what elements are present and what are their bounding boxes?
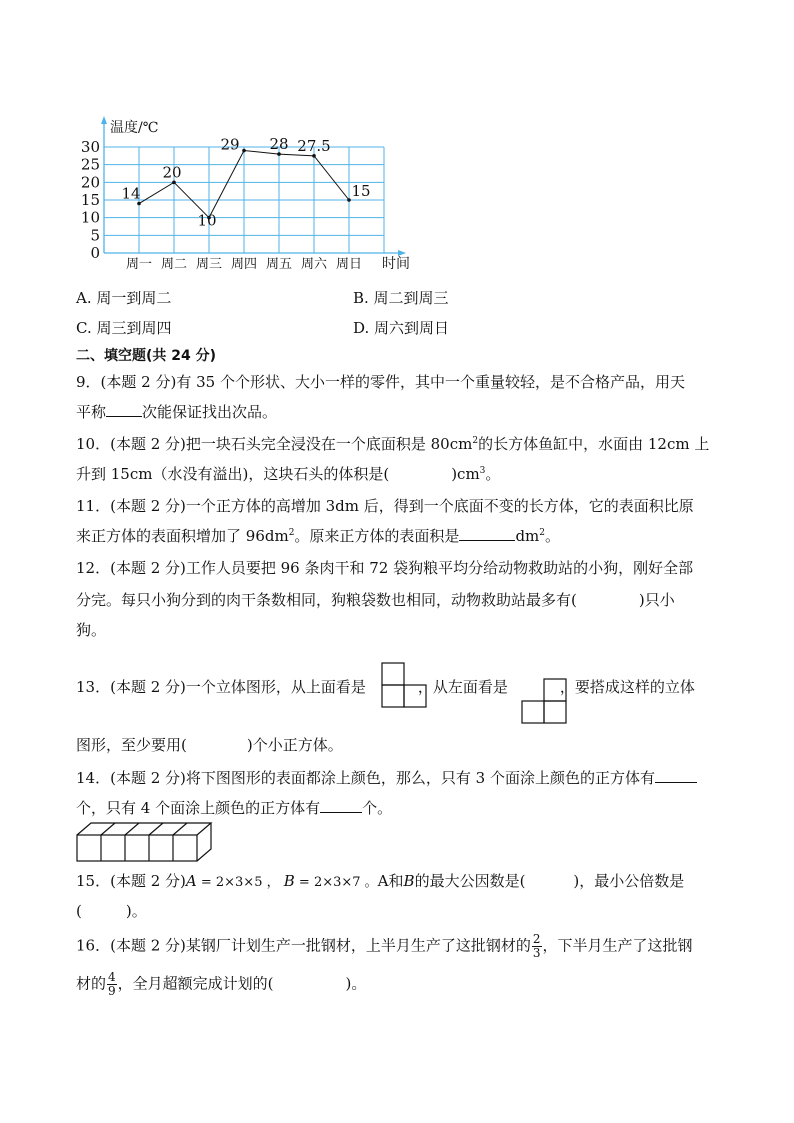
x-tick-label: 周一 <box>125 257 153 272</box>
q9-line1: 9．(本题 2 分)有 35 个个形状、大小一样的零件，其中一个重量较轻，是不合格产品，用天 <box>76 373 685 391</box>
q13-line2 <box>76 734 343 755</box>
q8-option-c[interactable]: C. 周三到周四 <box>76 319 172 337</box>
q15-and: 和 <box>388 872 404 890</box>
section-title: 二、填空题(共 24 分) <box>76 348 217 364</box>
q10-text2: 的长方体鱼缸中，水面由 12cm 上 <box>478 435 710 453</box>
fraction-denominator: 3 <box>532 946 541 960</box>
q13-text2: ，从左面看是 <box>417 678 508 696</box>
q13-text5: )个小正方体。 <box>246 736 343 754</box>
x-tick-label: 周五 <box>265 257 293 272</box>
x-tick-label: 周二 <box>160 257 188 272</box>
q12-text: 分完。每只小狗分到的肉干条数相同，狗粮袋数也相同，动物救助站最多有( <box>76 591 577 609</box>
y-tick-label: 0 <box>90 244 100 262</box>
q16-text2: ，下半月生产了这批钢 <box>542 936 693 955</box>
data-label: 15 <box>351 182 371 200</box>
q12-text2: )只小 <box>638 591 675 609</box>
q13-text3: ，要搭成这样的立体 <box>559 678 695 696</box>
data-point <box>242 149 246 153</box>
y-axis-arrow <box>101 116 107 124</box>
q14-line1 <box>76 767 697 788</box>
q16-line2 <box>76 971 366 998</box>
x-tick-label: 周四 <box>230 257 258 272</box>
data-label: 14 <box>121 184 141 203</box>
q8-option-a[interactable]: A. 周一到周二 <box>76 289 172 307</box>
fraction-numerator: 4 <box>108 970 116 984</box>
fraction-denominator: 9 <box>108 984 116 998</box>
data-label: 29 <box>220 135 240 154</box>
q10-text3: 升到 15cm（水没有溢出)，这块石头的体积是( <box>76 465 390 483</box>
data-label: 20 <box>162 163 182 182</box>
q8-option-b[interactable]: B. 周二到周三 <box>353 289 449 307</box>
q15-eq-a: = 2×3×5 ， <box>196 875 284 890</box>
q16-text: 16．(本题 2 分)某钢厂计划生产一批钢材，上半月生产了这批钢材的 <box>76 936 531 955</box>
x-tick-label: 周六 <box>300 257 328 272</box>
q11-line2 <box>76 525 560 546</box>
q15-var-b: B <box>283 872 295 890</box>
q15-text5: )。 <box>125 902 147 920</box>
q9-answer-blank[interactable] <box>106 402 142 417</box>
q11-text2: 。原来正方体的表面积是 <box>294 527 460 545</box>
x-axis-label: 时间 <box>382 256 410 272</box>
q13-text: 13．(本题 2 分)一个立体图形，从上面看是 <box>76 678 366 696</box>
q9-text-end: 次能保证找出次品。 <box>142 403 278 421</box>
y-tick-label: 20 <box>80 173 100 192</box>
q15-line1 <box>76 870 684 891</box>
q13-text4: 图形，至少要用( <box>76 736 187 754</box>
q15-text4: ( <box>76 902 82 920</box>
q14-answer-blank-1[interactable] <box>655 768 697 783</box>
q15-text: 15．(本题 2 分) <box>76 872 186 890</box>
q15-text3: )，最小公倍数是 <box>573 872 685 890</box>
q10-text4: )cm <box>451 465 480 483</box>
cube-row-figure <box>76 821 218 863</box>
q9-line2 <box>76 401 277 422</box>
q11-line1: 11．(本题 2 分)一个正方体的高增加 3dm 后，得到一个底面不变的长方体，它的表面积比原 <box>76 497 694 515</box>
q11-text3: dm <box>515 527 540 545</box>
q11-text: 来正方体的表面积增加了 96dm <box>76 527 289 545</box>
q15-text2: 的最大公因数是( <box>414 872 526 890</box>
q15-var-a: A <box>185 872 197 890</box>
y-axis-label: 温度/℃ <box>110 120 159 136</box>
temperature-line-chart <box>80 112 420 272</box>
data-point <box>347 198 351 202</box>
data-label: 27.5 <box>297 136 331 155</box>
q12-line3: 狗。 <box>76 621 107 639</box>
y-tick-label: 10 <box>80 208 100 227</box>
fraction-2-3 <box>532 933 542 960</box>
chart-labels <box>81 119 410 272</box>
q14-text3: 个。 <box>362 799 393 817</box>
q14-text: 14．(本题 2 分)将下图图形的表面都涂上颜色，那么，只有 3 个面涂上颜色的正方体有 <box>76 769 655 787</box>
q16-text5: )。 <box>345 974 367 993</box>
data-label: 28 <box>269 135 289 154</box>
x-tick-label: 周三 <box>195 257 223 272</box>
q11-sup2: 2 <box>539 528 545 538</box>
q15-b: B <box>403 872 415 890</box>
q12-line2 <box>76 589 675 610</box>
q10-line2 <box>76 463 500 484</box>
q11-answer-blank[interactable] <box>459 526 515 541</box>
left-view-figure <box>521 678 567 724</box>
q16-line1 <box>76 933 693 960</box>
q8-option-d[interactable]: D. 周六到周日 <box>353 319 450 337</box>
q10-text5: 。 <box>485 465 501 483</box>
y-tick-label: 30 <box>80 138 100 156</box>
q15-eq-b: = 2×3×7 。 <box>294 875 378 890</box>
q16-text3: 材的 <box>76 974 107 993</box>
y-tick-label: 15 <box>80 191 100 209</box>
top-view-figure <box>381 662 427 708</box>
q15-a: A <box>377 872 389 890</box>
q10-text: 10．(本题 2 分)把一块石头完全浸没在一个底面积是 80cm <box>76 435 473 453</box>
q10-line1 <box>76 433 709 454</box>
data-label: 10 <box>197 211 217 230</box>
fraction-4-9 <box>107 971 117 998</box>
y-tick-label: 25 <box>80 155 100 174</box>
q10-sup2: 3 <box>479 466 486 476</box>
x-tick-label: 周日 <box>335 257 363 272</box>
q11-text4: 。 <box>545 527 561 545</box>
chart-grid <box>104 147 384 253</box>
q11-sup: 2 <box>288 528 295 538</box>
q16-text4: ，全月超额完成计划的( <box>117 974 274 993</box>
q14-text2: 个，只有 4 个面涂上颜色的正方体有 <box>76 799 321 817</box>
q14-line2 <box>76 797 392 818</box>
q14-answer-blank-2[interactable] <box>320 798 362 813</box>
y-tick-label: 5 <box>90 226 100 245</box>
fraction-numerator: 2 <box>532 932 541 946</box>
q10-sup: 2 <box>472 436 479 446</box>
q12-line1: 12．(本题 2 分)工作人员要把 96 条肉干和 72 袋狗粮平均分给动物救助站的小狗，刚好全部 <box>76 559 694 577</box>
q9-text: 平称 <box>76 403 107 421</box>
q15-line2 <box>76 900 147 921</box>
